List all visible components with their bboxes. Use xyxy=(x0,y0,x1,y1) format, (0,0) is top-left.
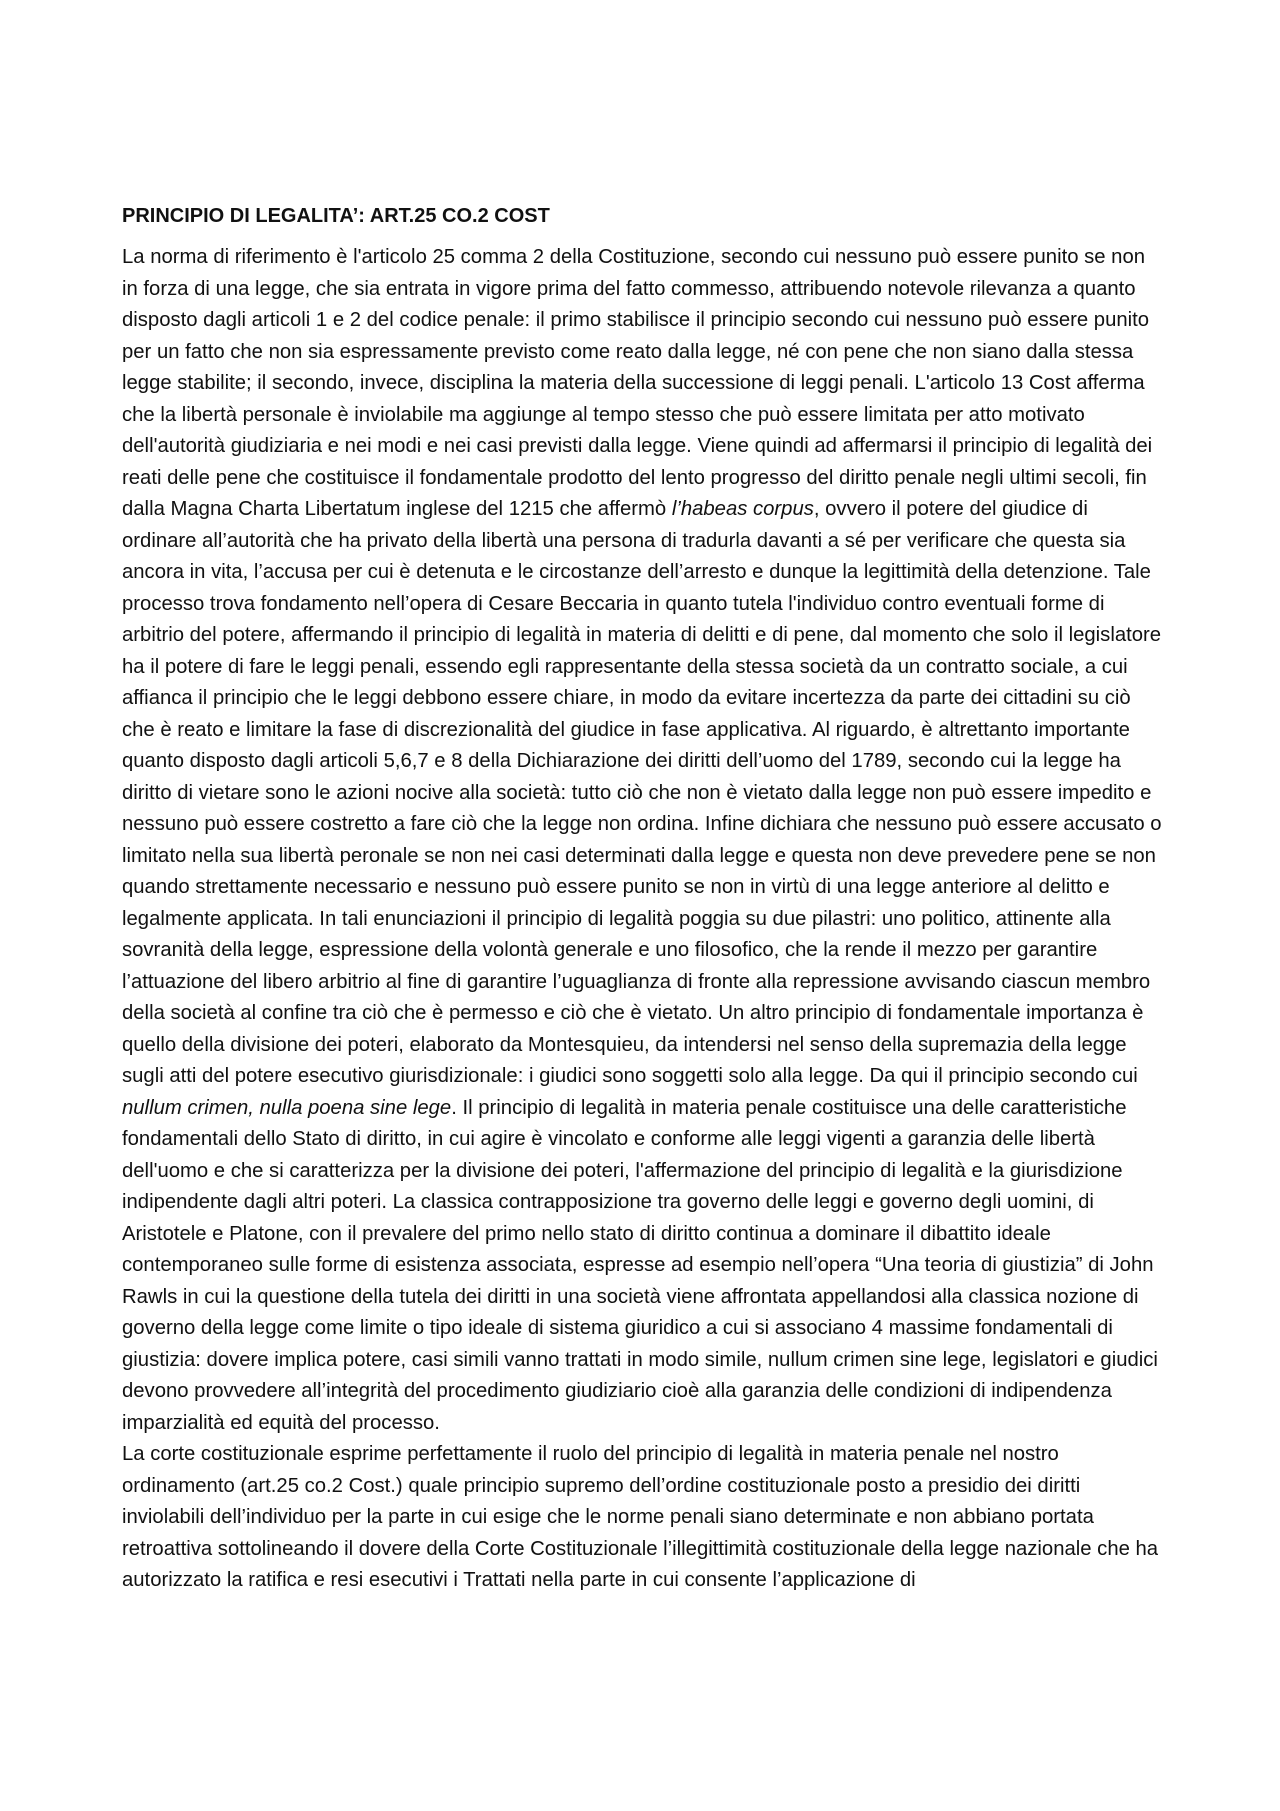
paragraph-2: La corte costituzionale esprime perfettamente il ruolo del principio di legalità in materia penale nel nostro ordinamento (art.25 co.2 Cost.) quale principio supremo dell’ordine costituzionale posto a presidio dei diritti inviolabili dell’individuo per la parte in cui esige che le norme penali siano determinate e non abbiano portata retroattiva sottolineando il dovere della Corte Costituzionale l’illegittimità costituzionale della legge nazionale che ha autorizzato la ratifica e resi esecutivi i Trattati nella parte in cui consente l’applicazione di xyxy=(122,1443,1159,1591)
paragraph-1-text-a: La norma di riferimento è l'articolo 25 comma 2 della Costituzione, secondo cui nessuno può essere punito se non in forza di una legge, che sia entrata in vigore prima del fatto commesso, attribuendo notevole rilevanza a quanto disposto dagli articoli 1 e 2 del codice penale: il primo stabilisce il principio secondo cui nessuno può essere punito per un fatto che non sia espressamente previsto come reato dalla legge, né con pene che non siano dalla stessa legge stabilite; il secondo, invece, disciplina la materia della successione di leggi penali. L'articolo 13 Cost afferma che la libertà personale è inviolabile ma aggiunge al tempo stesso che può essere limitata per atto motivato dell'autorità giudiziaria e nei modi e nei casi previsti dalla legge. Viene quindi ad affermarsi il principio di legalità dei reati delle pene che costituisce il fondamentale prodotto del lento progresso del diritto penale negli ultimi secoli, fin dalla Magna Charta Libertatum inglese del 1215 che affermò xyxy=(122,246,1153,520)
paragraph-1-text-c: . Il principio di legalità in materia penale costituisce una delle caratteristiche fondamentali dello Stato di diritto, in cui agire è vincolato e conforme alle leggi vigenti a garanzia delle libertà dell'uomo e che si caratterizza per la divisione dei poteri, l'affermazione del principio di legalità e la giurisdizione indipendente dagli altri poteri. La classica contrapposizione tra governo delle leggi e governo degli uomini, di Aristotele e Platone, con il prevalere del primo nello stato di diritto continua a dominare il dibattito ideale contemporaneo sulle forme di esistenza associata, espresse ad esempio nell’opera “Una teoria di giustizia” di John Rawls in cui la questione della tutela dei diritti in una società viene affrontata appellandosi alla classica nozione di governo della legge come limite o tipo ideale di sistema giuridico a cui si associano 4 massime fondamentali di giustizia: dovere implica potere, casi simili vanno trattati in modo simile, nullum crimen sine lege, legislatori e giudici devono provvedere all’integrità del procedimento giudiziario cioè alla garanzia delle condizioni di indipendenza imparzialità ed equità del processo. xyxy=(122,1096,1158,1434)
document-title: PRINCIPIO DI LEGALITA’: ART.25 CO.2 COST xyxy=(122,205,550,227)
paragraph-1-italic-habeas-corpus: l’habeas corpus xyxy=(671,498,814,520)
paragraph-1 xyxy=(122,242,1162,1439)
paragraph-1-text-b: , ovvero il potere del giudice di ordinare all’autorità che ha privato della libertà una persona di tradurla davanti a sé per verificare che questa sia ancora in vita, l’accusa per cui è detenuta e le circostanze dell’arresto e dunque la legittimità della detenzione. Tale processo trova fondamento nell’opera di Cesare Beccaria in quanto tutela l'individuo contro eventuali forme di arbitrio del potere, affermando il principio di legalità in materia di delitti e di pene, dal momento che solo il legislatore ha il potere di fare le leggi penali, essendo egli rappresentante della stessa società da un contratto sociale, a cui affianca il principio che le leggi debbono essere chiare, in modo da evitare incertezza da parte dei cittadini su ciò che è reato e limitare la fase di discrezionalità del giudice in fase applicativa. Al riguardo, è altrettanto importante quanto disposto dagli articoli 5,6,7 e 8 della Dichiarazione dei diritti dell’uomo del 1789, secondo cui la legge ha diritto di vietare sono le azioni nocive alla società: tutto ciò che non è vietato dalla legge non può essere impedito e nessuno può essere costretto a fare ciò che la legge non ordina. Infine dichiara che nessuno può essere accusato o limitato nella sua libertà peronale se non nei casi determinati dalla legge e questa non deve prevedere pene se non quando strettamente necessario e nessuno può essere punito se non in virtù di una legge anteriore al delitto e legalmente applicata. In tali enunciazioni il principio di legalità poggia su due pilastri: uno politico, attinente alla sovranità della legge, espressione della volontà generale e uno filosofico, che la rende il mezzo per garantire l’attuazione del libero arbitrio al fine di garantire l’uguaglianza di fronte alla repressione avvisando ciascun membro della società al confine tra ciò che è permesso e ciò che è vietato. Un altro principio di fondamentale importanza è quello della divisione dei poteri, elaborato da Montesquieu, da intendersi nel senso della supremazia della legge sugli atti del potere esecutivo giurisdizionale: i giudici sono soggetti solo alla legge. Da qui il principio secondo cui xyxy=(122,498,1162,1087)
document-body xyxy=(122,201,1162,1597)
paragraph-1-italic-nullum-crimen: nullum crimen, nulla poena sine lege xyxy=(122,1096,452,1119)
